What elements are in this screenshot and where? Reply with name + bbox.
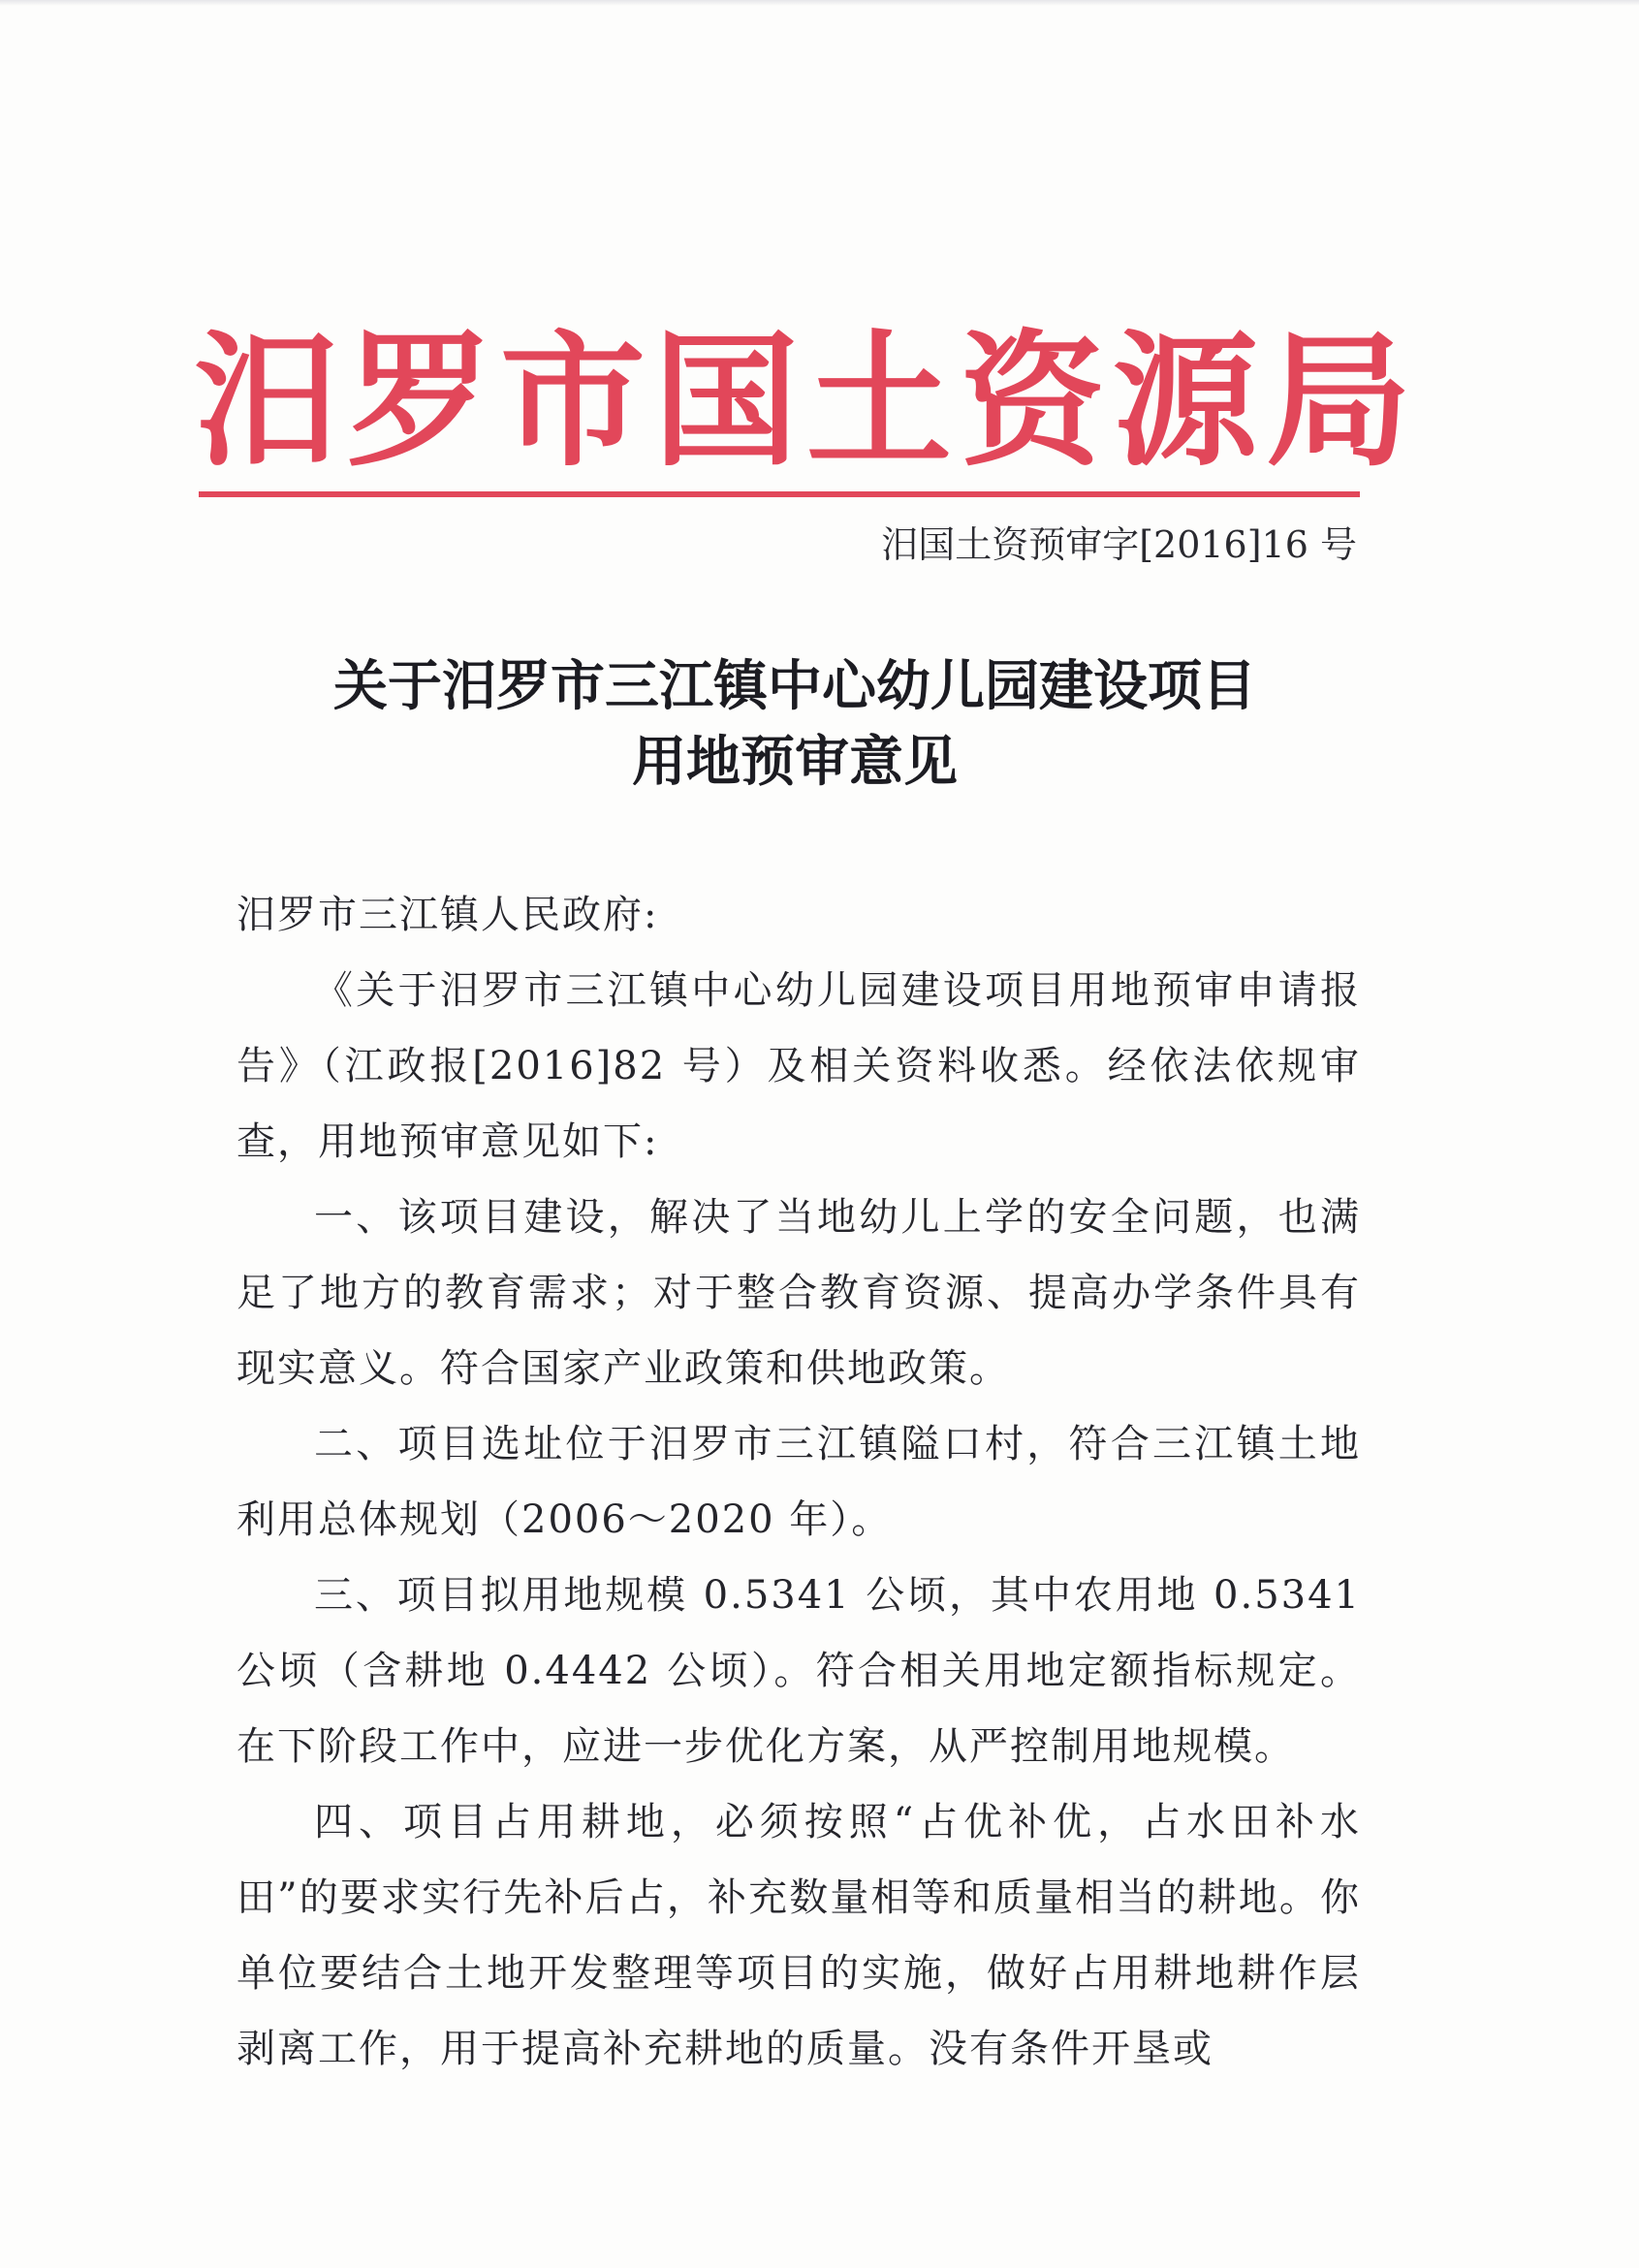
paragraph-intro: 《关于汨罗市三江镇中心幼儿园建设项目用地预审申请报告》（江政报[2016]82 号）及相关资料收悉。经依法依规审查，用地预审意见如下: (236, 968, 1361, 1164)
paragraph-item-2: 二、项目选址位于汨罗市三江镇隘口村，符合三江镇土地利用总体规划（2006～2020 年）。 (236, 1422, 1361, 1542)
document-body (236, 877, 1361, 2087)
document-title-line-2: 用地预审意见 (632, 731, 958, 794)
salutation: 汨罗市三江镇人民政府: (236, 893, 659, 937)
paragraph-item-1: 一、该项目建设，解决了当地幼儿上学的安全问题，也满足了地方的教育需求；对于整合教育资源、提高办学条件具有现实意义。符合国家产业政策和供地政策。 (236, 1195, 1361, 1391)
document-title-line-1: 关于汨罗市三江镇中心幼儿园建设项目 (333, 655, 1256, 718)
paragraph-item-3: 三、项目拟用地规模 0.5341 公顷，其中农用地 0.5341 公顷（含耕地 0.4442 公顷）。符合相关用地定额指标规定。在下阶段工作中，应进一步优化方案，从严控制用地规模。 (236, 1573, 1361, 1769)
document-title (194, 649, 1396, 801)
paragraph-item-4: 四、项目占用耕地，必须按照“占优补优，占水田补水田”的要求实行先补后占，补充数量相等和质量相当的耕地。你单位要结合土地开发整理等项目的实施，做好占用耕地耕作层剥离工作，用于提高补充耕地的质量。没有条件开垦或 (236, 1800, 1361, 2071)
scan-top-edge (0, 0, 1639, 6)
agency-masthead: 汨罗市国土资源局 (194, 318, 1420, 487)
document-number: 汨国土资预审字[2016]16 号 (881, 523, 1357, 566)
masthead-red-rule (199, 491, 1360, 497)
